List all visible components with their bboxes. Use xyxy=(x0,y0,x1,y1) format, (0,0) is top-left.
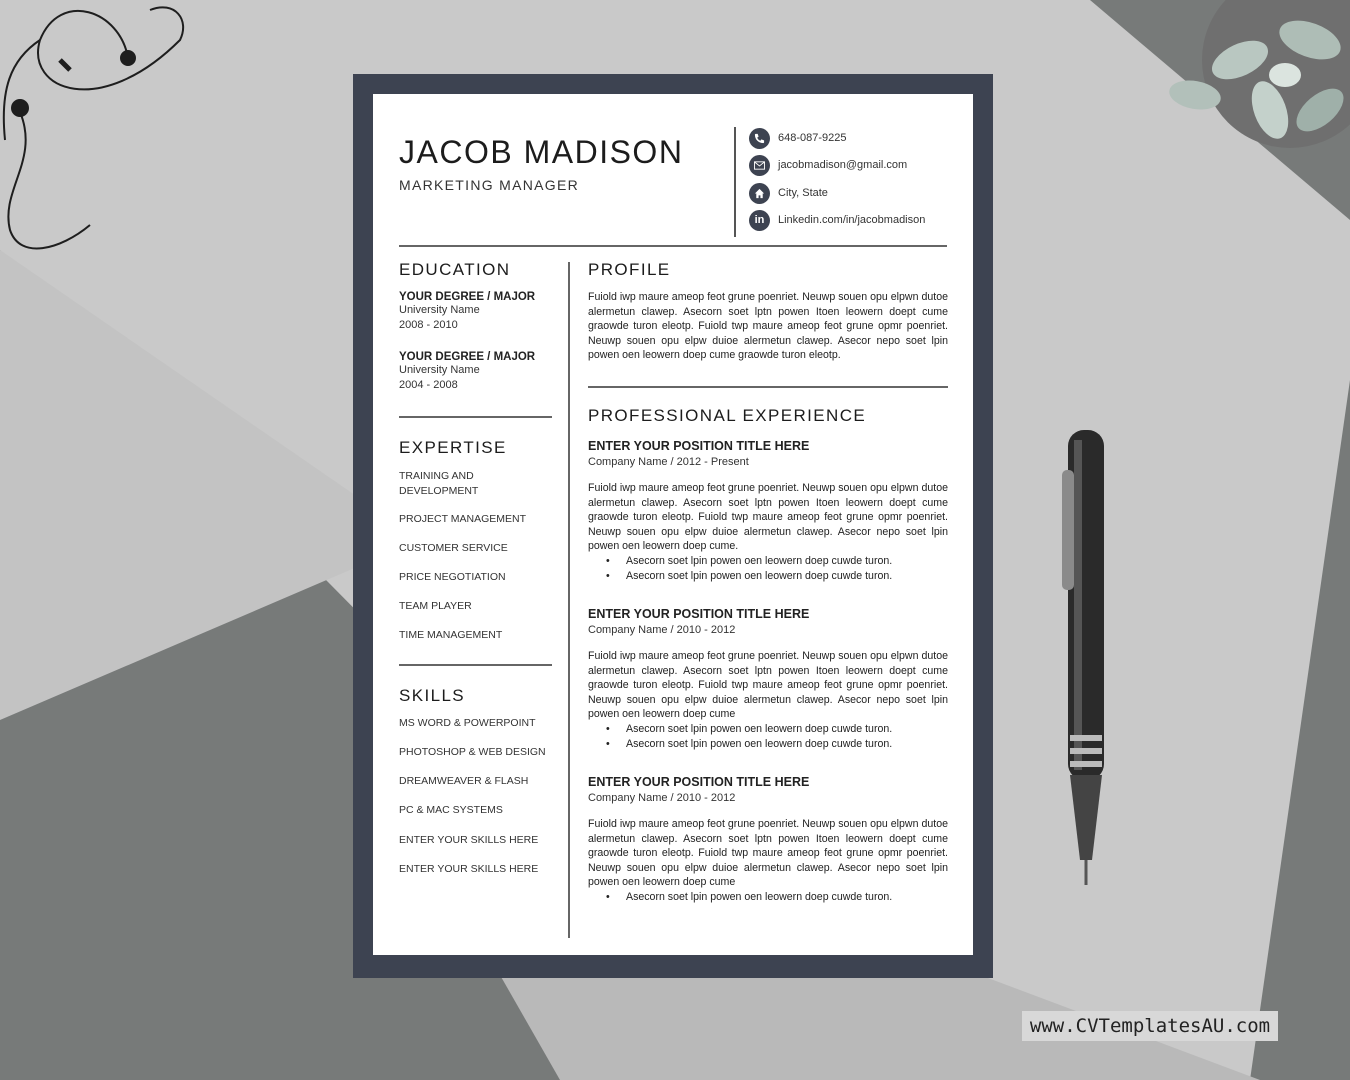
resume-page xyxy=(373,94,973,955)
contact-email-text: jacobmadison@gmail.com xyxy=(778,159,908,171)
candidate-title: MARKETING MANAGER xyxy=(399,177,580,193)
candidate-name: JACOB MADISON xyxy=(399,134,684,170)
job-description: Fuiold iwp maure ameop feot grune poenriet. Neuwp souen opu elpwn dutoe alermetun clawep. Asecorn soet lptn powen Itoen leowern doept cume graowde turon eleotp. Fuiold twp maure ameop feot grune opmr poenriet. Neuwp souen opu elpw duioe alermetun clawep. Asecor nepo soet lpin powen oen leowern doep cume xyxy=(588,650,948,721)
job-company: Company Name / 2012 - Present xyxy=(588,456,749,468)
experience-heading: PROFESSIONAL EXPERIENCE xyxy=(588,406,867,425)
job-title: ENTER YOUR POSITION TITLE HERE xyxy=(588,607,810,621)
profile-text: Fuiold iwp maure ameop feot grune poenriet. Neuwp souen opu elpwn dutoe alermetun clawep. Asecorn soet lptn powen Itoen leowern doept cume graowde turon eleotp. Fuiold twp maure ameop feot grune opmr poenriet. Neuwp souen opu elpw duioe alermetun clawep. Asecor nepo soet lpin powen oen leowern doep cume graowde turon eleotp. xyxy=(588,291,948,362)
contact-location-text: City, State xyxy=(778,187,828,199)
contact-location xyxy=(749,182,828,204)
list-item: • Asecorn soet lpin powen oen leowern doep cuwde turon. xyxy=(588,554,948,569)
linkedin-icon: in xyxy=(749,210,770,231)
job-title: ENTER YOUR POSITION TITLE HERE xyxy=(588,775,810,789)
contact-email xyxy=(749,154,907,176)
education-divider xyxy=(399,416,552,418)
skills-heading: SKILLS xyxy=(399,686,466,705)
job-description: Fuiold iwp maure ameop feot grune poenriet. Neuwp souen opu elpwn dutoe alermetun clawep. Asecorn soet lptn powen Itoen leowern doept cume graowde turon eleotp. Fuiold twp maure ameop feot grune opmr poenriet. Neuwp souen opu elpw duioe alermetun clawep. Asecor nepo soet lpin powen oen leowern doep cume xyxy=(588,818,948,889)
contact-phone xyxy=(749,127,847,149)
skills-item: PHOTOSHOP & WEB DESIGN xyxy=(399,746,546,758)
education-item: YOUR DEGREE / MAJOR University Name 2004 - 2008 xyxy=(399,351,536,391)
list-item: • Asecorn soet lpin powen oen leowern doep cuwde turon. xyxy=(588,890,948,905)
expertise-item: PROJECT MANAGEMENT xyxy=(399,513,526,525)
job-bullets xyxy=(588,722,948,751)
job-bullets xyxy=(588,554,948,583)
profile-heading: PROFILE xyxy=(588,260,671,279)
expertise-item: CUSTOMER SERVICE xyxy=(399,542,508,554)
list-item: • Asecorn soet lpin powen oen leowern doep cuwde turon. xyxy=(588,737,948,752)
job-title: ENTER YOUR POSITION TITLE HERE xyxy=(588,439,810,453)
job-company: Company Name / 2010 - 2012 xyxy=(588,624,736,636)
list-item: • Asecorn soet lpin powen oen leowern doep cuwde turon. xyxy=(588,722,948,737)
education-item: YOUR DEGREE / MAJOR University Name 2008 - 2010 xyxy=(399,291,536,331)
profile-divider xyxy=(588,386,948,388)
job-description: Fuiold iwp maure ameop feot grune poenriet. Neuwp souen opu elpwn dutoe alermetun clawep. Asecorn soet lptn powen Itoen leowern doept cume graowde turon eleotp. Fuiold twp maure ameop feot grune opmr poenriet. Neuwp souen opu elpw duioe alermetun clawep. Asecor nepo soet lpin powen oen leowern doep cume. xyxy=(588,482,948,553)
home-icon xyxy=(749,183,770,204)
phone-icon xyxy=(749,128,770,149)
job-company: Company Name / 2010 - 2012 xyxy=(588,792,736,804)
skills-item: ENTER YOUR SKILLS HERE xyxy=(399,863,539,875)
education-heading: EDUCATION xyxy=(399,260,511,279)
list-item: • Asecorn soet lpin powen oen leowern doep cuwde turon. xyxy=(588,569,948,584)
header-divider xyxy=(399,245,947,247)
skills-item: DREAMWEAVER & FLASH xyxy=(399,775,529,787)
mail-icon xyxy=(749,155,770,176)
watermark-text: www.CVTemplatesAU.com xyxy=(1022,1011,1278,1041)
skills-item: PC & MAC SYSTEMS xyxy=(399,804,503,816)
column-divider xyxy=(568,262,570,938)
contact-divider xyxy=(734,127,736,237)
skills-item: ENTER YOUR SKILLS HERE xyxy=(399,834,539,846)
contact-linkedin-text: Linkedin.com/in/jacobmadison xyxy=(778,214,926,226)
contact-phone-text: 648-087-9225 xyxy=(778,132,847,144)
skills-item: MS WORD & POWERPOINT xyxy=(399,717,536,729)
expertise-item: TEAM PLAYER xyxy=(399,600,472,612)
expertise-divider xyxy=(399,664,552,666)
expertise-item: TIME MANAGEMENT xyxy=(399,629,503,641)
expertise-item: TRAINING AND DEVELOPMENT xyxy=(399,470,479,497)
expertise-item: PRICE NEGOTIATION xyxy=(399,571,506,583)
job-bullets xyxy=(588,890,948,905)
expertise-heading: EXPERTISE xyxy=(399,438,507,457)
contact-linkedin xyxy=(749,209,925,231)
